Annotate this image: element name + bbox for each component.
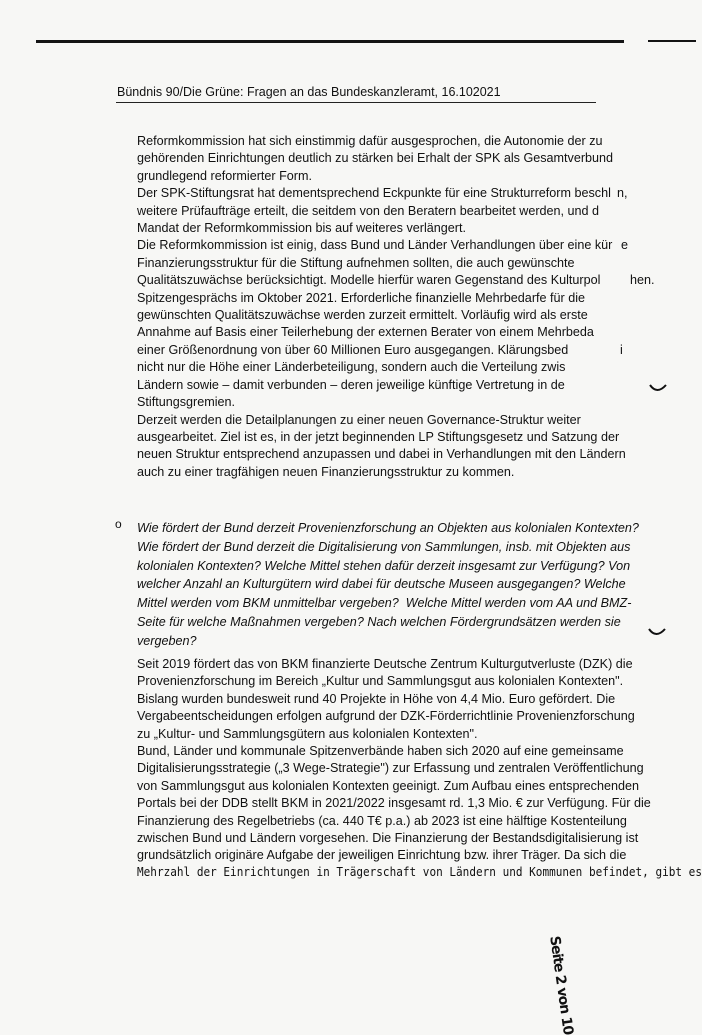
- question-line: Mittel werden vom BKM unmittelbar vergeben? Welche Mittel werden vom AA und BMZ-: [137, 596, 632, 611]
- text-line: Der SPK-Stiftungsrat hat dementsprechend Eckpunkte für eine Strukturreform beschl: [137, 186, 611, 201]
- text-line: neuen Struktur entsprechend anzupassen und dabei in Verhandlungen mit den Ländern: [137, 447, 626, 462]
- text-line: Die Reformkommission ist einig, dass Bund und Länder Verhandlungen über eine kür: [137, 238, 613, 253]
- text-line: Bislang wurden bundesweit rund 40 Projekte in Höhe von 4,4 Mio. Euro gefördert. Die: [137, 691, 616, 706]
- text-line: Spitzengesprächs im Oktober 2021. Erforderliche finanzielle Mehrbedarfe für die: [137, 290, 586, 305]
- text-line: Ländern sowie – damit verbunden – deren jeweilige künftige Vertretung in de: [137, 377, 565, 392]
- question-line: kolonialen Kontexten? Welche Mittel stehen dafür derzeit insgesamt zur Verfügung? Von: [137, 558, 631, 573]
- header-rule: [116, 102, 596, 103]
- text-line: Bund, Länder und kommunale Spitzenverbände haben sich 2020 auf eine gemeinsame: [137, 744, 624, 759]
- question-line: Wie fördert der Bund derzeit Provenienzforschung an Objekten aus kolonialen Kontexten?: [137, 521, 639, 535]
- text-line: Annahme auf Basis einer Teilerhebung der externen Berater von einem Mehrbeda: [137, 325, 594, 340]
- page-number-stamp: Seite 2 von 10: [546, 935, 576, 1035]
- question-line: Seite für welche Maßnahmen vergeben? Nach welchen Fördergrundsätzen werden sie: [137, 614, 621, 629]
- text-line: auch zu einer tragfähigen neuen Finanzierungsstruktur zu kommen.: [137, 464, 515, 479]
- question-line: welcher Anzahl an Kulturgütern wird dabei für deutsche Museen ausgegangen? Welche: [137, 577, 626, 592]
- text-line: weitere Prüfaufträge erteilt, die seitdem von den Beratern bearbeitet werden, und d: [137, 203, 600, 218]
- margin-fragment: e: [621, 238, 629, 252]
- text-line: Portals bei der DDB stellt BKM in 2021/2022 insgesamt rd. 1,3 Mio. € zur Verfügung. Für die: [137, 796, 651, 811]
- text-line: von Sammlungsgut aus kolonialen Kontexten geeinigt. Zum Aufbau eines entsprechenden: [137, 778, 639, 793]
- text-line: ausgearbeitet. Ziel ist es, in der jetzt beginnenden LP Stiftungsgesetz und Satzung der: [137, 429, 620, 444]
- text-line: Stiftungsgremien.: [137, 395, 236, 410]
- text-line: Seit 2019 fördert das von BKM finanzierte Deutsche Zentrum Kulturgutverluste (DZK) die: [137, 657, 633, 671]
- text-line: Finanzierungsstruktur für die Stiftung aufnehmen sollten, die auch gewünschte: [137, 255, 575, 270]
- question-line: Wie fördert der Bund derzeit die Digitalisierung von Sammlungen, insb. mit Objekten aus: [137, 539, 631, 554]
- text-line: Mandat der Reformkommission bis auf weiteres verlängert.: [137, 221, 466, 236]
- text-line: gewünschten Qualitätszuwächse werden zurzeit ermittelt. Vorläufig wird als erste: [137, 308, 588, 323]
- text-line: Derzeit werden die Detailplanungen zu einer neuen Governance-Struktur weiter: [137, 412, 581, 427]
- top-rule-right: [648, 40, 696, 42]
- margin-fragment: i: [620, 343, 623, 357]
- question-line: vergeben?: [137, 633, 197, 648]
- text-line: gehörenden Einrichtungen deutlich zu stärken bei Erhalt der SPK als Gesamtverbund: [137, 151, 614, 166]
- text-line: Provenienzforschung im Bereich „Kultur und Sammlungsgut aus kolonialen Kontexten".: [137, 674, 624, 689]
- text-line: einer Größenordnung von über 60 Millionen Euro ausgegangen. Klärungsbed: [137, 342, 569, 357]
- text-line: zwischen Bund und Ländern vorgesehen. Die Finanzierung der Bestandsdigitalisierung ist: [137, 831, 639, 846]
- text-line: grundlegend reformierter Form.: [137, 168, 312, 183]
- margin-fragment: hen.: [630, 273, 655, 287]
- margin-fragment: n,: [617, 186, 628, 200]
- text-line: Reformkommission hat sich einstimmig dafür ausgesprochen, die Autonomie der zu: [137, 134, 603, 148]
- text-line: Qualitätszuwächse berücksichtigt. Modelle hierfür waren Gegenstand des Kulturpol: [137, 273, 601, 288]
- text-line: Vergabeentscheidungen erfolgen aufgrund der DZK-Förderrichtlinie Provenienzforschung: [137, 709, 635, 724]
- text-line: nicht nur die Höhe einer Länderbeteiligung, sondern auch die Verteilung zwis: [137, 360, 566, 375]
- question-block: [137, 519, 639, 651]
- handwritten-tick-mark: [648, 628, 666, 638]
- handwritten-tick-mark: [649, 384, 667, 394]
- text-line: grundsätzlich originäre Aufgabe der jeweiligen Einrichtung bzw. ihrer Träger. Da sich die: [137, 848, 627, 863]
- text-line: Digitalisierungsstrategie („3 Wege-Strategie") zur Erfassung und zentralen Veröffentlichung: [137, 761, 644, 776]
- paragraph-reform: [137, 133, 626, 481]
- top-rule: [36, 40, 624, 43]
- last-line: Mehrzahl der Einrichtungen in Trägerschaft von Ländern und Kommunen befindet, gibt es: [137, 865, 702, 879]
- page-header: Bündnis 90/Die Grüne: Fragen an das Bundeskanzleramt, 16.102021: [117, 85, 501, 99]
- text-line: zu „Kultur- und Sammlungsgütern aus kolonialen Kontexten".: [137, 726, 478, 741]
- text-line: Finanzierung des Regelbetriebs (ca. 440 T€ p.a.) ab 2023 ist eine hälftige Kostenteilung: [137, 813, 627, 828]
- paragraph-answer: [137, 656, 651, 865]
- bullet-marker: o: [115, 517, 122, 531]
